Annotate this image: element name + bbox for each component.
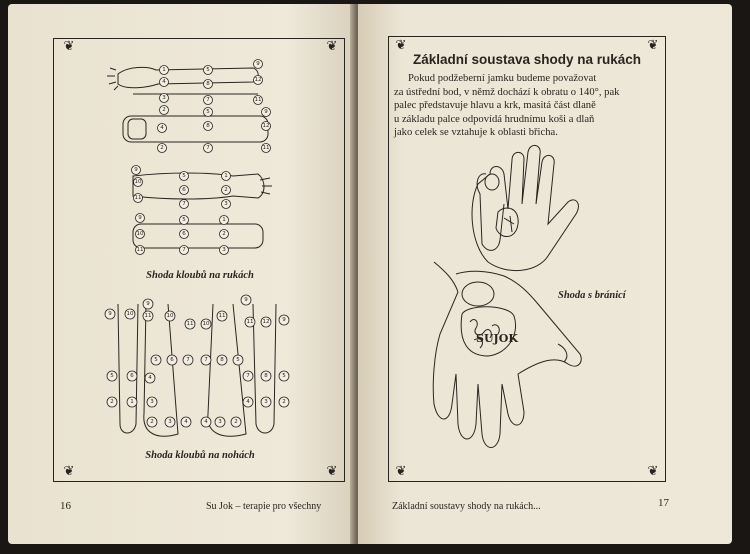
svg-text:4: 4 [204, 419, 208, 425]
joint-point [158, 124, 167, 133]
svg-text:1: 1 [130, 399, 134, 405]
svg-text:9: 9 [134, 167, 138, 173]
joint-point [241, 295, 251, 305]
svg-text:10: 10 [136, 231, 144, 237]
joint-point [180, 216, 189, 225]
joint-point [127, 371, 137, 381]
svg-text:5: 5 [206, 109, 210, 115]
ornament-icon: ❦ [647, 38, 659, 53]
svg-text:7: 7 [186, 357, 190, 363]
svg-text:3: 3 [222, 247, 226, 253]
svg-text:7: 7 [204, 357, 208, 363]
svg-text:9: 9 [264, 109, 268, 115]
joint-point [158, 144, 167, 153]
joint-point [160, 78, 169, 87]
svg-text:8: 8 [206, 81, 210, 87]
svg-text:5: 5 [154, 357, 158, 363]
joint-point [222, 172, 231, 181]
joint-point [136, 246, 145, 255]
paragraph-line: jako celek se vztahuje k oblasti břicha. [394, 127, 558, 138]
svg-text:9: 9 [244, 297, 248, 303]
ornament-icon: ❦ [326, 39, 338, 54]
joint-point [180, 246, 189, 255]
paragraph-line: za ústřední bod, v němž dochází k obratu o 140°, pak [394, 86, 620, 98]
joint-point [254, 96, 263, 105]
joint-point [180, 172, 189, 181]
svg-text:3: 3 [162, 95, 166, 101]
svg-text:10: 10 [134, 179, 142, 185]
joint-point [134, 178, 143, 187]
joint-point [231, 417, 241, 427]
joint-point [254, 76, 263, 85]
joint-point [132, 166, 141, 175]
svg-text:11: 11 [254, 97, 262, 103]
joint-point [125, 309, 135, 319]
svg-text:SUJOK: SUJOK [476, 332, 518, 345]
svg-text:7: 7 [206, 97, 210, 103]
joint-point [262, 122, 271, 131]
svg-text:6: 6 [182, 187, 186, 193]
joint-point [204, 80, 213, 89]
svg-text:1: 1 [224, 173, 228, 179]
ornament-icon: ❦ [326, 464, 338, 479]
svg-text:11: 11 [262, 145, 270, 151]
svg-text:4: 4 [246, 399, 250, 405]
svg-text:9: 9 [146, 301, 150, 307]
joint-point [201, 319, 211, 329]
joint-point [185, 319, 195, 329]
ornament-icon: ❦ [63, 39, 75, 54]
svg-text:4: 4 [184, 419, 188, 425]
joint-point [261, 317, 271, 327]
joint-point [204, 122, 213, 131]
svg-text:7: 7 [182, 247, 186, 253]
svg-text:11: 11 [134, 195, 142, 201]
svg-text:11: 11 [136, 247, 144, 253]
paragraph-line: Pokud podžeberní jamku budeme považovat [408, 73, 597, 84]
joint-point [279, 371, 289, 381]
joint-point [262, 144, 271, 153]
joint-point [233, 355, 243, 365]
paragraph-line: palec představuje hlavu a krk, masitá část dlaně [394, 100, 596, 111]
svg-text:9: 9 [138, 215, 142, 221]
joint-point [160, 106, 169, 115]
joint-point [201, 355, 211, 365]
svg-text:2: 2 [224, 187, 228, 193]
svg-text:5: 5 [110, 373, 114, 379]
svg-text:2: 2 [150, 419, 154, 425]
joint-point [143, 299, 153, 309]
svg-text:11: 11 [218, 313, 226, 319]
svg-text:3: 3 [224, 201, 228, 207]
joint-point [180, 186, 189, 195]
svg-text:10: 10 [126, 311, 134, 317]
svg-text:12: 12 [262, 123, 270, 129]
joint-point [261, 397, 271, 407]
svg-text:5: 5 [236, 357, 240, 363]
joint-point [279, 397, 289, 407]
svg-text:12: 12 [262, 319, 270, 325]
joint-point [217, 355, 227, 365]
svg-text:1: 1 [222, 217, 226, 223]
caption-legs: Shoda kloubů na nohách [145, 450, 255, 461]
joint-point [147, 417, 157, 427]
svg-text:2: 2 [222, 231, 226, 237]
joint-point [165, 417, 175, 427]
ornament-icon: ❦ [395, 464, 407, 479]
svg-text:11: 11 [186, 321, 194, 327]
caption-arms: Shoda kloubů na rukách [146, 270, 254, 281]
joint-point [220, 216, 229, 225]
joint-point [243, 397, 253, 407]
joint-point [127, 397, 137, 407]
joint-point [180, 200, 189, 209]
joint-point [143, 311, 153, 321]
svg-text:12: 12 [254, 77, 262, 83]
svg-text:2: 2 [234, 419, 238, 425]
hand-correspondence-illustration [358, 4, 732, 544]
svg-text:7: 7 [206, 145, 210, 151]
joint-point [243, 371, 253, 381]
joint-point [107, 397, 117, 407]
joint-point [204, 96, 213, 105]
caption-diaphragm: Shoda s bránicí [558, 290, 626, 301]
svg-text:6: 6 [182, 231, 186, 237]
joint-point [145, 373, 155, 383]
svg-text:2: 2 [162, 107, 166, 113]
svg-text:4: 4 [148, 375, 152, 381]
joint-point [204, 144, 213, 153]
joint-point [204, 108, 213, 117]
joint-point [165, 311, 175, 321]
joint-point [105, 309, 115, 319]
joint-point [151, 355, 161, 365]
running-head: Su Jok – terapie pro všechny [206, 501, 322, 512]
svg-text:5: 5 [282, 373, 286, 379]
joint-point [261, 371, 271, 381]
page-number: 16 [60, 500, 71, 512]
joint-point [222, 186, 231, 195]
ornament-icon: ❦ [647, 464, 659, 479]
joint-point [220, 246, 229, 255]
ornament-icon: ❦ [395, 38, 407, 53]
svg-text:1: 1 [162, 67, 166, 73]
svg-text:9: 9 [256, 61, 260, 67]
joint-point [204, 66, 213, 75]
svg-text:6: 6 [130, 373, 134, 379]
svg-text:11: 11 [246, 319, 254, 325]
svg-text:2: 2 [160, 145, 164, 151]
joint-point [262, 108, 271, 117]
svg-text:2: 2 [282, 399, 286, 405]
joint-point [134, 194, 143, 203]
joint-point [215, 417, 225, 427]
svg-text:10: 10 [166, 313, 174, 319]
joint-point [201, 417, 211, 427]
joint-point [220, 230, 229, 239]
svg-text:9: 9 [282, 317, 286, 323]
svg-text:7: 7 [182, 201, 186, 207]
svg-text:3: 3 [264, 399, 268, 405]
svg-text:8: 8 [206, 123, 210, 129]
joint-point [180, 230, 189, 239]
joint-point [136, 214, 145, 223]
svg-text:5: 5 [206, 67, 210, 73]
svg-text:4: 4 [162, 79, 166, 85]
joint-point [183, 355, 193, 365]
joint-point [245, 317, 255, 327]
joint-point [136, 230, 145, 239]
ornament-icon: ❦ [63, 464, 75, 479]
joint-point [160, 66, 169, 75]
svg-text:8: 8 [220, 357, 224, 363]
svg-text:6: 6 [170, 357, 174, 363]
svg-text:8: 8 [264, 373, 268, 379]
svg-text:10: 10 [202, 321, 210, 327]
svg-text:2: 2 [110, 399, 114, 405]
svg-text:4: 4 [160, 125, 164, 131]
svg-text:7: 7 [246, 373, 250, 379]
svg-text:9: 9 [108, 311, 112, 317]
svg-text:3: 3 [218, 419, 222, 425]
joint-point [217, 311, 227, 321]
joint-point [222, 200, 231, 209]
joint-point [279, 315, 289, 325]
joint-point [254, 60, 263, 69]
svg-text:5: 5 [182, 217, 186, 223]
joint-point [107, 371, 117, 381]
svg-text:3: 3 [150, 399, 154, 405]
page-number: 17 [658, 497, 669, 509]
joint-point [147, 397, 157, 407]
paragraph-line: u základu palce odpovídá hrudnímu koši a dlaň [394, 113, 595, 125]
joint-point [167, 355, 177, 365]
svg-text:3: 3 [168, 419, 172, 425]
joint-point [181, 417, 191, 427]
section-title: Základní soustava shody na rukách [412, 52, 642, 67]
right-page [358, 4, 732, 544]
joint-point [160, 94, 169, 103]
svg-text:11: 11 [144, 313, 152, 319]
running-head: Základní soustavy shody na rukách... [392, 501, 541, 512]
svg-text:5: 5 [182, 173, 186, 179]
left-page [8, 4, 356, 544]
